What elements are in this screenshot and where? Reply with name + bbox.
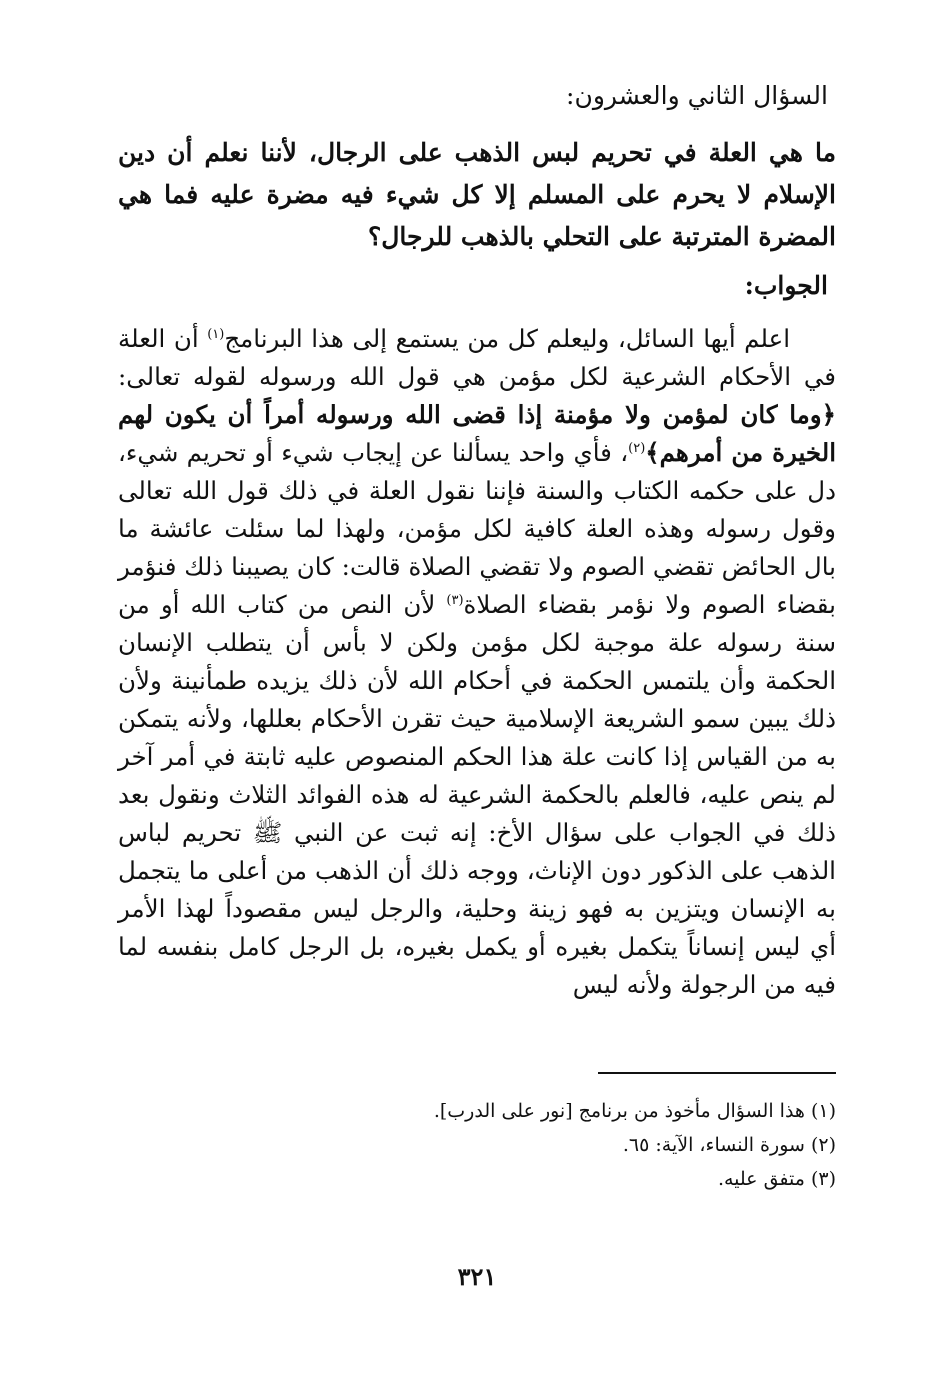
book-page <box>118 74 836 1364</box>
answer-text-4: لأن النص من كتاب الله أو من سنة رسوله علة موجبة لكل مؤمن ولكن لا بأس أن يتطلب الإنسان الحكمة وأن يلتمس الحكمة في أحكام الله لأن ذلك يزيده طمأنينة ولأن ذلك يبين سمو الشريعة الإسلامية حيث تقرن الأحكام بعللها، ولأنه يتمكن به من القياس إذا كانت علة هذا الحكم المنصوص عليه ثابتة في أمر آخر لم ينص عليه، فالعلم بالحكمة الشرعية له هذه الفوائد الثلاث ونقول بعد ذلك في الجواب على سؤال الأخ: إنه ثبت عن النبي ﷺ تحريم لباس الذهب على الذكور دون الإناث، ووجه ذلك أن الذهب من أعلى ما يتجمل به الإنسان ويتزين به فهو زينة وحلية، والرجل ليس مقصوداً لهذا الأمر أي ليس إنساناً يتكمل بغيره أو يكمل بغيره، بل الرجل كامل بنفسه لما فيه من الرجولة ولأنه ليس <box>118 590 836 999</box>
footnote-item <box>118 1094 836 1128</box>
footnote-text: هذا السؤال مأخوذ من برنامج [نور على الدرب]. <box>433 1100 805 1122</box>
footnote-text: سورة النساء، الآية: ٦٥. <box>622 1134 805 1156</box>
footnote-ref-2: (٢) <box>628 440 646 456</box>
footnotes <box>118 1094 836 1196</box>
footnote-number: (٢) <box>810 1134 836 1156</box>
footnote-item <box>118 1128 836 1162</box>
question-heading: السؤال الثاني والعشرون: <box>566 81 828 110</box>
footnote-number: (٣) <box>810 1168 836 1190</box>
footnote-ref-1: (١) <box>207 326 225 342</box>
quran-verse: ﴿وما كان لمؤمن ولا مؤمنة إذا قضى الله ورسوله أمراً أن يكون لهم الخيرة من أمرهم﴾ <box>118 400 836 467</box>
answer-paragraph <box>118 320 836 1004</box>
answer-text-1: اعلم أيها السائل، وليعلم كل من يستمع إلى هذا البرنامج <box>224 324 790 353</box>
footnote-ref-3: (٣) <box>446 592 464 608</box>
answer-text-3: ، فأي واحد يسألنا عن إيجاب شيء أو تحريم شيء، دل على حكمه الكتاب والسنة فإننا نقول العلة في ذلك قول الله تعالى وقول رسوله وهذه العلة كافية لكل مؤمن، ولهذا لما سئلت عائشة ما بال الحائض تقضي الصوم ولا تقضي الصلاة قالت: كان يصيبنا ذلك فنؤمر بقضاء الصوم ولا نؤمر بقضاء الصلاة <box>118 438 836 619</box>
footnote-text: متفق عليه. <box>717 1168 805 1190</box>
footnote-divider <box>598 1072 836 1074</box>
footnote-item <box>118 1162 836 1196</box>
footnote-number: (١) <box>810 1100 836 1122</box>
question-text: ما هي العلة في تحريم لبس الذهب على الرجال، لأننا نعلم أن دين الإسلام لا يحرم على المسلم إلا كل شيء فيه مضرة عليه فما هي المضرة المترتبة على التحلي بالذهب للرجال؟ <box>118 138 836 251</box>
answer-text-2: أن العلة في الأحكام الشرعية لكل مؤمن هي قول الله ورسوله لقوله تعالى: <box>118 324 836 391</box>
page-number: ٣٢١ <box>457 1262 497 1291</box>
answer-heading: الجواب: <box>744 271 828 300</box>
